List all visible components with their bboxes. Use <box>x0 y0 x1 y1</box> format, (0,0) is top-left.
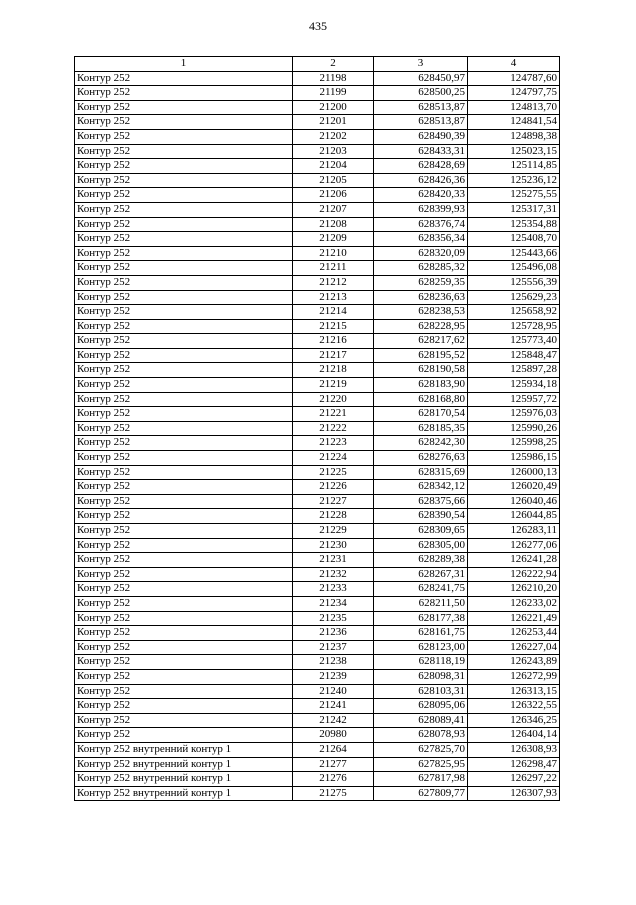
y-coordinate-cell: 125998,25 <box>468 436 560 451</box>
contour-name-cell: Контур 252 <box>75 129 293 144</box>
x-coordinate-cell: 628399,93 <box>374 202 468 217</box>
y-coordinate-cell: 124813,70 <box>468 100 560 115</box>
page-number: 435 <box>309 19 327 33</box>
y-coordinate-cell: 126277,06 <box>468 538 560 553</box>
table-row <box>75 407 560 422</box>
x-coordinate-cell: 628450,97 <box>374 71 468 86</box>
y-coordinate-cell: 126297,22 <box>468 772 560 787</box>
point-number-cell: 21220 <box>293 392 374 407</box>
table-row <box>75 772 560 787</box>
point-number-cell: 21224 <box>293 451 374 466</box>
y-coordinate-cell: 126210,20 <box>468 582 560 597</box>
table-row <box>75 553 560 568</box>
y-coordinate-cell: 124797,75 <box>468 86 560 101</box>
point-number-cell: 21215 <box>293 319 374 334</box>
contour-name-cell: Контур 252 <box>75 144 293 159</box>
table-row <box>75 655 560 670</box>
point-number-cell: 21208 <box>293 217 374 232</box>
table-row <box>75 246 560 261</box>
point-number-cell: 21227 <box>293 494 374 509</box>
point-number-cell: 21277 <box>293 757 374 772</box>
x-coordinate-cell: 628285,32 <box>374 261 468 276</box>
y-coordinate-cell: 126404,14 <box>468 728 560 743</box>
x-coordinate-cell: 628276,63 <box>374 451 468 466</box>
contour-name-cell: Контур 252 <box>75 509 293 524</box>
contour-name-cell: Контур 252 <box>75 173 293 188</box>
contour-name-cell: Контур 252 внутренний контур 1 <box>75 786 293 801</box>
x-coordinate-cell: 628342,12 <box>374 480 468 495</box>
point-number-cell: 21232 <box>293 567 374 582</box>
contour-name-cell: Контур 252 <box>75 699 293 714</box>
x-coordinate-cell: 628211,50 <box>374 596 468 611</box>
point-number-cell: 21221 <box>293 407 374 422</box>
x-coordinate-cell: 628513,87 <box>374 100 468 115</box>
point-number-cell: 21235 <box>293 611 374 626</box>
point-number-cell: 21226 <box>293 480 374 495</box>
point-number-cell: 21198 <box>293 71 374 86</box>
contour-name-cell: Контур 252 <box>75 494 293 509</box>
table-row <box>75 334 560 349</box>
contour-name-cell: Контур 252 <box>75 640 293 655</box>
contour-name-cell: Контур 252 <box>75 378 293 393</box>
contour-name-cell: Контур 252 <box>75 567 293 582</box>
contour-name-cell: Контур 252 <box>75 363 293 378</box>
x-coordinate-cell: 628241,75 <box>374 582 468 597</box>
y-coordinate-cell: 126253,44 <box>468 626 560 641</box>
x-coordinate-cell: 628089,41 <box>374 713 468 728</box>
point-number-cell: 21202 <box>293 129 374 144</box>
contour-name-cell: Контур 252 <box>75 538 293 553</box>
contour-name-cell: Контур 252 <box>75 188 293 203</box>
contour-name-cell: Контур 252 <box>75 334 293 349</box>
table-header-row <box>75 57 560 72</box>
x-coordinate-cell: 628513,87 <box>374 115 468 130</box>
contour-name-cell: Контур 252 <box>75 553 293 568</box>
contour-name-cell: Контур 252 <box>75 202 293 217</box>
x-coordinate-cell: 628228,95 <box>374 319 468 334</box>
point-number-cell: 21229 <box>293 524 374 539</box>
x-coordinate-cell: 628315,69 <box>374 465 468 480</box>
point-number-cell: 21234 <box>293 596 374 611</box>
table-row <box>75 494 560 509</box>
y-coordinate-cell: 125114,85 <box>468 159 560 174</box>
contour-name-cell: Контур 252 <box>75 728 293 743</box>
point-number-cell: 21210 <box>293 246 374 261</box>
x-coordinate-cell: 628267,31 <box>374 567 468 582</box>
point-number-cell: 21228 <box>293 509 374 524</box>
contour-name-cell: Контур 252 <box>75 246 293 261</box>
x-coordinate-cell: 628490,39 <box>374 129 468 144</box>
table-row <box>75 436 560 451</box>
y-coordinate-cell: 124898,38 <box>468 129 560 144</box>
y-coordinate-cell: 125976,03 <box>468 407 560 422</box>
x-coordinate-cell: 628168,80 <box>374 392 468 407</box>
y-coordinate-cell: 126283,11 <box>468 524 560 539</box>
table-row <box>75 129 560 144</box>
x-coordinate-cell: 628242,30 <box>374 436 468 451</box>
table-body <box>75 71 560 801</box>
y-coordinate-cell: 126272,99 <box>468 669 560 684</box>
table-row <box>75 202 560 217</box>
table-row <box>75 115 560 130</box>
table-row <box>75 188 560 203</box>
point-number-cell: 21204 <box>293 159 374 174</box>
table-row <box>75 626 560 641</box>
contour-name-cell: Контур 252 <box>75 115 293 130</box>
point-number-cell: 21212 <box>293 275 374 290</box>
point-number-cell: 21276 <box>293 772 374 787</box>
table-row <box>75 596 560 611</box>
point-number-cell: 21264 <box>293 742 374 757</box>
table-row <box>75 611 560 626</box>
y-coordinate-cell: 126298,47 <box>468 757 560 772</box>
x-coordinate-cell: 628103,31 <box>374 684 468 699</box>
x-coordinate-cell: 628289,38 <box>374 553 468 568</box>
table-row <box>75 319 560 334</box>
table-row <box>75 509 560 524</box>
contour-name-cell: Контур 252 <box>75 713 293 728</box>
x-coordinate-cell: 628161,75 <box>374 626 468 641</box>
table-row <box>75 567 560 582</box>
x-coordinate-cell: 628420,33 <box>374 188 468 203</box>
table-row <box>75 713 560 728</box>
x-coordinate-cell: 628238,53 <box>374 305 468 320</box>
point-number-cell: 21211 <box>293 261 374 276</box>
point-number-cell: 21242 <box>293 713 374 728</box>
contour-name-cell: Контур 252 <box>75 217 293 232</box>
table-row <box>75 305 560 320</box>
x-coordinate-cell: 628095,06 <box>374 699 468 714</box>
point-number-cell: 21241 <box>293 699 374 714</box>
table-row <box>75 290 560 305</box>
y-coordinate-cell: 125990,26 <box>468 421 560 436</box>
contour-name-cell: Контур 252 <box>75 86 293 101</box>
y-coordinate-cell: 125408,70 <box>468 232 560 247</box>
point-number-cell: 21209 <box>293 232 374 247</box>
y-coordinate-cell: 125848,47 <box>468 348 560 363</box>
table-row <box>75 363 560 378</box>
x-coordinate-cell: 628098,31 <box>374 669 468 684</box>
x-coordinate-cell: 628236,63 <box>374 290 468 305</box>
contour-name-cell: Контур 252 внутренний контур 1 <box>75 757 293 772</box>
table-row <box>75 669 560 684</box>
x-coordinate-cell: 627817,98 <box>374 772 468 787</box>
y-coordinate-cell: 125275,55 <box>468 188 560 203</box>
x-coordinate-cell: 628217,62 <box>374 334 468 349</box>
point-number-cell: 21222 <box>293 421 374 436</box>
point-number-cell: 21214 <box>293 305 374 320</box>
point-number-cell: 21238 <box>293 655 374 670</box>
y-coordinate-cell: 125354,88 <box>468 217 560 232</box>
x-coordinate-cell: 628309,65 <box>374 524 468 539</box>
x-coordinate-cell: 628320,09 <box>374 246 468 261</box>
y-coordinate-cell: 126308,93 <box>468 742 560 757</box>
contour-name-cell: Контур 252 <box>75 275 293 290</box>
point-number-cell: 21239 <box>293 669 374 684</box>
x-coordinate-cell: 628195,52 <box>374 348 468 363</box>
y-coordinate-cell: 125728,95 <box>468 319 560 334</box>
table-row <box>75 275 560 290</box>
y-coordinate-cell: 126040,46 <box>468 494 560 509</box>
y-coordinate-cell: 126221,49 <box>468 611 560 626</box>
x-coordinate-cell: 628183,90 <box>374 378 468 393</box>
y-coordinate-cell: 126227,04 <box>468 640 560 655</box>
contour-name-cell: Контур 252 <box>75 626 293 641</box>
table-row <box>75 538 560 553</box>
y-coordinate-cell: 125236,12 <box>468 173 560 188</box>
y-coordinate-cell: 125934,18 <box>468 378 560 393</box>
y-coordinate-cell: 126233,02 <box>468 596 560 611</box>
y-coordinate-cell: 126222,94 <box>468 567 560 582</box>
point-number-cell: 21207 <box>293 202 374 217</box>
table-row <box>75 421 560 436</box>
y-coordinate-cell: 125658,92 <box>468 305 560 320</box>
column-header-2: 2 <box>293 57 374 72</box>
contour-name-cell: Контур 252 внутренний контур 1 <box>75 742 293 757</box>
x-coordinate-cell: 628185,35 <box>374 421 468 436</box>
point-number-cell: 21275 <box>293 786 374 801</box>
contour-name-cell: Контур 252 <box>75 100 293 115</box>
table-row <box>75 699 560 714</box>
table-row <box>75 144 560 159</box>
contour-name-cell: Контур 252 <box>75 451 293 466</box>
x-coordinate-cell: 628078,93 <box>374 728 468 743</box>
contour-name-cell: Контур 252 <box>75 655 293 670</box>
point-number-cell: 20980 <box>293 728 374 743</box>
point-number-cell: 21236 <box>293 626 374 641</box>
y-coordinate-cell: 125957,72 <box>468 392 560 407</box>
x-coordinate-cell: 628190,58 <box>374 363 468 378</box>
table-row <box>75 261 560 276</box>
y-coordinate-cell: 125556,39 <box>468 275 560 290</box>
point-number-cell: 21219 <box>293 378 374 393</box>
point-number-cell: 21199 <box>293 86 374 101</box>
column-header-3: 3 <box>374 57 468 72</box>
contour-name-cell: Контур 252 внутренний контур 1 <box>75 772 293 787</box>
y-coordinate-cell: 125629,23 <box>468 290 560 305</box>
contour-name-cell: Контур 252 <box>75 524 293 539</box>
x-coordinate-cell: 628356,34 <box>374 232 468 247</box>
y-coordinate-cell: 125773,40 <box>468 334 560 349</box>
table-row <box>75 451 560 466</box>
point-number-cell: 21200 <box>293 100 374 115</box>
point-number-cell: 21237 <box>293 640 374 655</box>
table-row <box>75 480 560 495</box>
x-coordinate-cell: 628305,00 <box>374 538 468 553</box>
contour-name-cell: Контур 252 <box>75 421 293 436</box>
point-number-cell: 21233 <box>293 582 374 597</box>
y-coordinate-cell: 125023,15 <box>468 144 560 159</box>
table-row <box>75 378 560 393</box>
table-row <box>75 159 560 174</box>
contour-name-cell: Контур 252 <box>75 596 293 611</box>
contour-name-cell: Контур 252 <box>75 480 293 495</box>
point-number-cell: 21223 <box>293 436 374 451</box>
x-coordinate-cell: 628390,54 <box>374 509 468 524</box>
contour-name-cell: Контур 252 <box>75 348 293 363</box>
table-row <box>75 348 560 363</box>
contour-name-cell: Контур 252 <box>75 407 293 422</box>
table-row <box>75 71 560 86</box>
y-coordinate-cell: 126020,49 <box>468 480 560 495</box>
y-coordinate-cell: 125317,31 <box>468 202 560 217</box>
contour-name-cell: Контур 252 <box>75 436 293 451</box>
point-number-cell: 21201 <box>293 115 374 130</box>
y-coordinate-cell: 125986,15 <box>468 451 560 466</box>
table-row <box>75 640 560 655</box>
x-coordinate-cell: 628426,36 <box>374 173 468 188</box>
x-coordinate-cell: 628376,74 <box>374 217 468 232</box>
contour-name-cell: Контур 252 <box>75 305 293 320</box>
point-number-cell: 21213 <box>293 290 374 305</box>
coordinates-table <box>74 56 560 801</box>
x-coordinate-cell: 628177,38 <box>374 611 468 626</box>
point-number-cell: 21231 <box>293 553 374 568</box>
x-coordinate-cell: 628118,19 <box>374 655 468 670</box>
contour-name-cell: Контур 252 <box>75 290 293 305</box>
y-coordinate-cell: 126243,89 <box>468 655 560 670</box>
contour-name-cell: Контур 252 <box>75 261 293 276</box>
x-coordinate-cell: 628433,31 <box>374 144 468 159</box>
point-number-cell: 21225 <box>293 465 374 480</box>
y-coordinate-cell: 125897,28 <box>468 363 560 378</box>
x-coordinate-cell: 628428,69 <box>374 159 468 174</box>
x-coordinate-cell: 628500,25 <box>374 86 468 101</box>
point-number-cell: 21205 <box>293 173 374 188</box>
y-coordinate-cell: 126241,28 <box>468 553 560 568</box>
table-row <box>75 392 560 407</box>
x-coordinate-cell: 628375,66 <box>374 494 468 509</box>
x-coordinate-cell: 627825,70 <box>374 742 468 757</box>
contour-name-cell: Контур 252 <box>75 582 293 597</box>
table-row <box>75 684 560 699</box>
x-coordinate-cell: 627825,95 <box>374 757 468 772</box>
contour-name-cell: Контур 252 <box>75 159 293 174</box>
y-coordinate-cell: 126322,55 <box>468 699 560 714</box>
point-number-cell: 21218 <box>293 363 374 378</box>
table-row <box>75 217 560 232</box>
contour-name-cell: Контур 252 <box>75 232 293 247</box>
table-row <box>75 465 560 480</box>
y-coordinate-cell: 125443,66 <box>468 246 560 261</box>
contour-name-cell: Контур 252 <box>75 392 293 407</box>
point-number-cell: 21203 <box>293 144 374 159</box>
point-number-cell: 21240 <box>293 684 374 699</box>
table-row <box>75 728 560 743</box>
column-header-1: 1 <box>75 57 293 72</box>
contour-name-cell: Контур 252 <box>75 669 293 684</box>
y-coordinate-cell: 126313,15 <box>468 684 560 699</box>
contour-name-cell: Контур 252 <box>75 71 293 86</box>
column-header-4: 4 <box>468 57 560 72</box>
y-coordinate-cell: 126000,13 <box>468 465 560 480</box>
contour-name-cell: Контур 252 <box>75 465 293 480</box>
y-coordinate-cell: 126346,25 <box>468 713 560 728</box>
y-coordinate-cell: 124841,54 <box>468 115 560 130</box>
table-row <box>75 173 560 188</box>
table-row <box>75 786 560 801</box>
x-coordinate-cell: 628170,54 <box>374 407 468 422</box>
table-row <box>75 757 560 772</box>
point-number-cell: 21206 <box>293 188 374 203</box>
table-row <box>75 232 560 247</box>
contour-name-cell: Контур 252 <box>75 319 293 334</box>
x-coordinate-cell: 627809,77 <box>374 786 468 801</box>
y-coordinate-cell: 125496,08 <box>468 261 560 276</box>
y-coordinate-cell: 126307,93 <box>468 786 560 801</box>
point-number-cell: 21216 <box>293 334 374 349</box>
table-row <box>75 100 560 115</box>
point-number-cell: 21230 <box>293 538 374 553</box>
y-coordinate-cell: 124787,60 <box>468 71 560 86</box>
x-coordinate-cell: 628123,00 <box>374 640 468 655</box>
contour-name-cell: Контур 252 <box>75 611 293 626</box>
table-row <box>75 742 560 757</box>
table-row <box>75 86 560 101</box>
y-coordinate-cell: 126044,85 <box>468 509 560 524</box>
point-number-cell: 21217 <box>293 348 374 363</box>
x-coordinate-cell: 628259,35 <box>374 275 468 290</box>
contour-name-cell: Контур 252 <box>75 684 293 699</box>
table-row <box>75 524 560 539</box>
table-row <box>75 582 560 597</box>
